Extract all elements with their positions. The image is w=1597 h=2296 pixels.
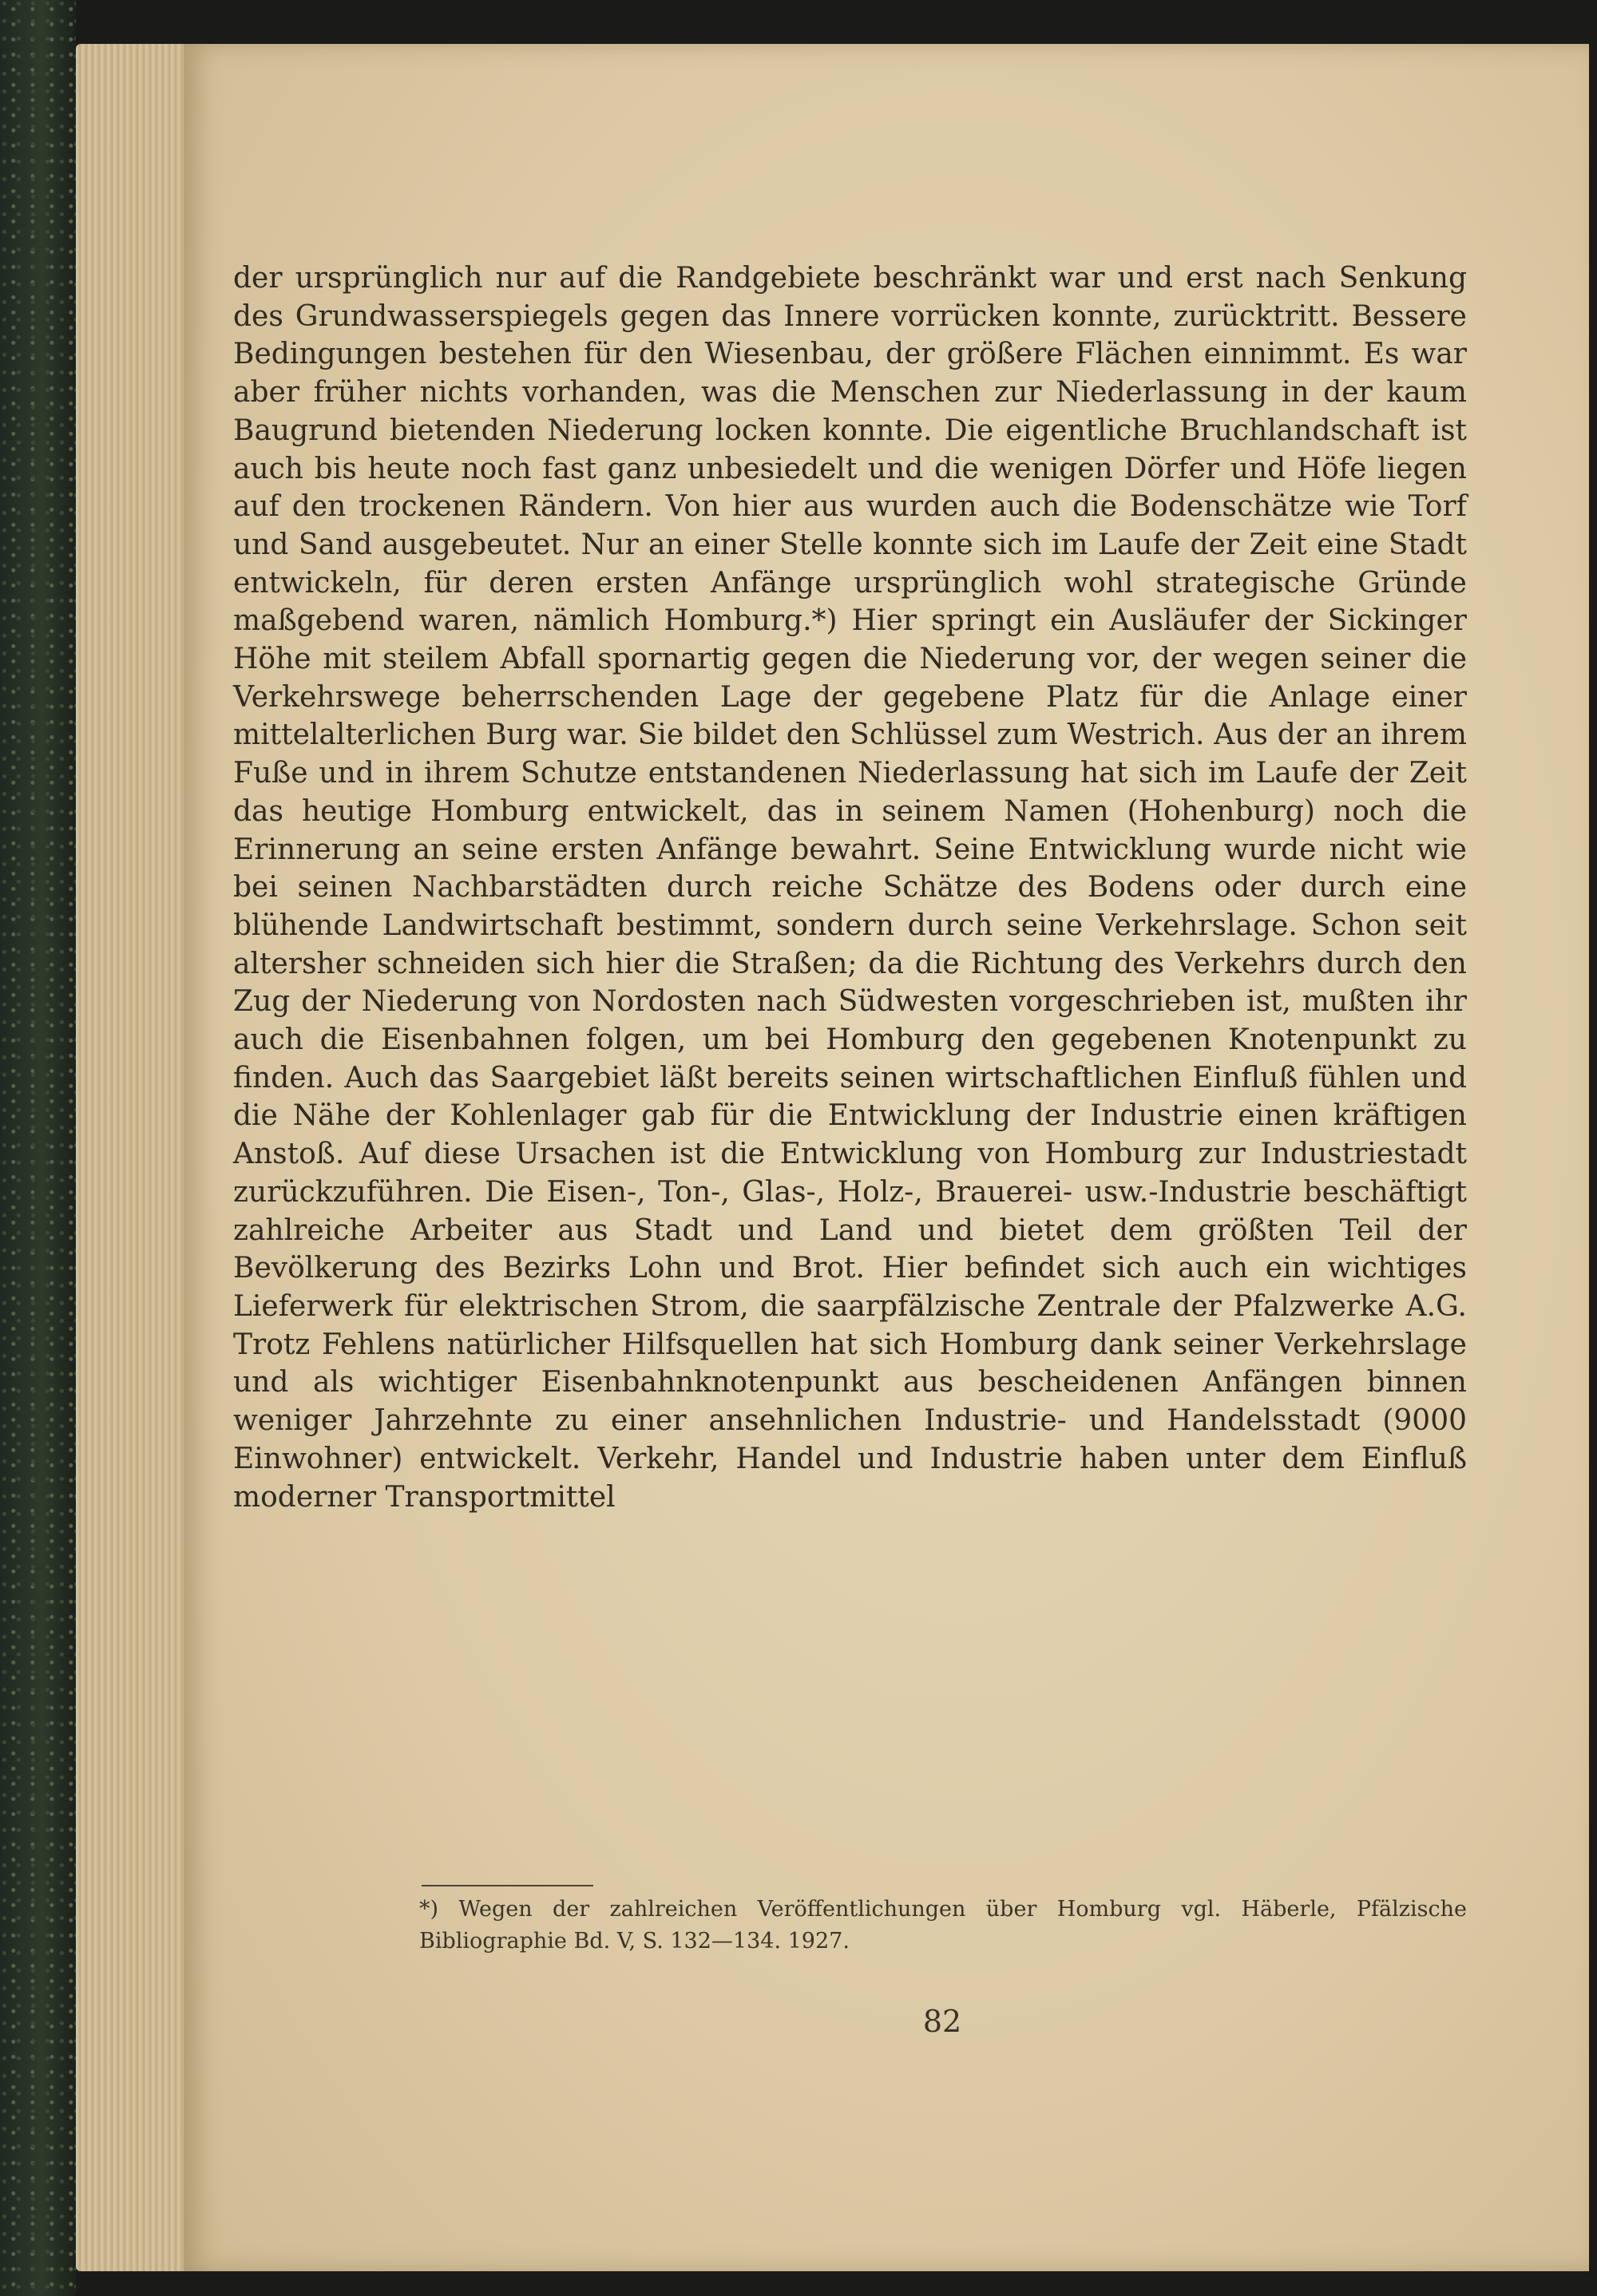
body-text-block	[233, 259, 1467, 1516]
book-cover-edge	[0, 0, 76, 2296]
page-number: 82	[922, 2004, 962, 2039]
footnote: *) Wegen der zahlreichen Veröffentlichungen über Homburg vgl. Häberle, Pfälzische Bibliographie Bd. V, S. 132—134. 1927.	[419, 1897, 1467, 1954]
body-paragraph: der ursprünglich nur auf die Randgebiete beschränkt war und erst nach Senkung des Grundwasserspiegels gegen das Innere vorrücken konnte, zurücktritt. Bessere Bedingungen bestehen für den Wiesenbau, der größere Flächen einnimmt. Es war aber früher nichts vorhanden, was die Menschen zur Niederlassung in der kaum Baugrund bietenden Niederung locken konnte. Die eigentliche Bruchlandschaft ist auch bis heute noch fast ganz unbesiedelt und die wenigen Dörfer und Höfe liegen auf den trockenen Rändern. Von hier aus wurden auch die Bodenschätze wie Torf und Sand ausgebeutet. Nur an einer Stelle konnte sich im Laufe der Zeit eine Stadt entwickeln, für deren ersten Anfänge ursprünglich wohl strategische Gründe maßgebend waren, nämlich Homburg.*) Hier springt ein Ausläufer der Sickinger Höhe mit steilem Abfall spornartig gegen die Niederung vor, der wegen seiner die Verkehrswege beherrschenden Lage der gegebene Platz für die Anlage einer mittelalterlichen Burg war. Sie bildet den Schlüssel zum Westrich. Aus der an ihrem Fuße und in ihrem Schutze entstandenen Niederlassung hat sich im Laufe der Zeit das heutige Homburg entwickelt, das in seinem Namen (Hohenburg) noch die Erinnerung an seine ersten Anfänge bewahrt. Seine Entwicklung wurde nicht wie bei seinen Nachbarstädten durch reiche Schätze des Bodens oder durch eine blühende Landwirtschaft bestimmt, sondern durch seine Verkehrslage. Schon seit altersher schneiden sich hier die Straßen; da die Richtung des Verkehrs durch den Zug der Niederung von Nordosten nach Südwesten vorgeschrieben ist, mußten ihr auch die Eisenbahnen folgen, um bei Homburg den gegebenen Knotenpunkt zu finden. Auch das Saargebiet läßt bereits seinen wirtschaftlichen Einfluß fühlen und die Nähe der Kohlenlager gab für die Entwicklung der Industrie einen kräftigen Anstoß. Auf diese Ursachen ist die Entwicklung von Homburg zur Industriestadt zurückzuführen. Die Eisen-, Ton-, Glas-, Holz-, Brauerei- usw.-Industrie beschäftigt zahlreiche Arbeiter aus Stadt und Land und bietet dem größten Teil der Bevölkerung des Bezirks Lohn und Brot. Hier befindet sich auch ein wichtiges Lieferwerk für elektrischen Strom, die saarpfälzische Zentrale der Pfalzwerke A.G. Trotz Fehlens natürlicher Hilfsquellen hat sich Homburg dank seiner Verkehrslage und als wichtiger Eisenbahnknotenpunkt aus bescheidenen Anfängen binnen weniger Jahrzehnte zu einer ansehnlichen Industrie- und Handelsstadt (9000 Einwohner) entwickelt. Verkehr, Handel und Industrie haben unter dem Einfluß moderner Transportmittel	[233, 262, 1467, 1514]
page-edges	[76, 44, 188, 2271]
footnote-divider	[422, 1885, 593, 1886]
